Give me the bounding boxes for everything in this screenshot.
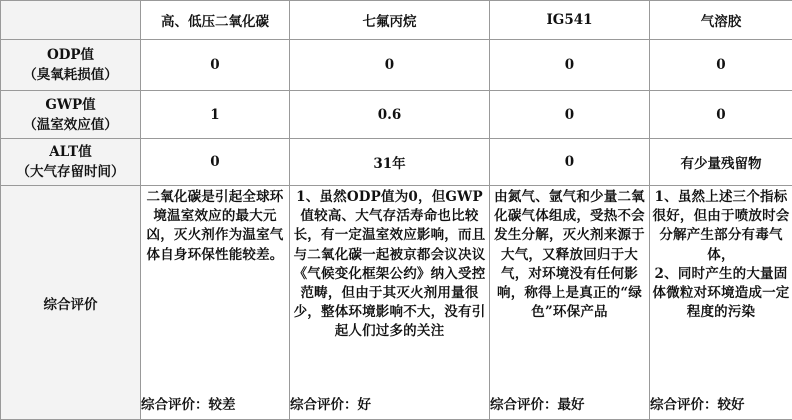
odp-value-heptafluoropropane: 0 (290, 40, 490, 91)
odp-label-desc: （臭氧耗损值） (23, 67, 118, 83)
alt-value-aerosol: 有少量残留物 (650, 139, 792, 186)
odp-label: ODP值 (46, 47, 95, 63)
evaluation-text-heptafluoropropane: 1、虽然ODP值为0，但GWP值较高、大气存活寿命也比较长，有一定温室效应影响，而且与二氧化碳一起被京都会议决议《气候变化框架公约》纳入受控范畴，但由于其灭火剂用量很少，整体环境影响不大，没有引起人们过多的关注 (293, 189, 486, 340)
gwp-value-ig541: 0 (490, 91, 650, 139)
gwp-value-heptafluoropropane: 0.6 (290, 91, 490, 139)
alt-value-heptafluoropropane: 31年 (290, 139, 490, 186)
odp-value-ig541: 0 (490, 40, 650, 91)
evaluation-ig541 (490, 186, 650, 420)
evaluation-text-ig541: 由氮气、氩气和少量二氧化碳气体组成，受热不会发生分解，灭火剂来源于大气，又释放回归于大气，对环境没有任何影响，称得上是真正的“绿色”环保产品 (494, 189, 645, 321)
gwp-label-desc: （温室效应值） (23, 116, 118, 133)
evaluation-rating-ig541 (490, 393, 585, 413)
evaluation-rating-heptafluoropropane (290, 393, 371, 413)
odp-row (1, 40, 792, 91)
evaluation-row-header: 综合评价 (1, 186, 141, 420)
alt-row (1, 139, 792, 186)
gwp-row (1, 91, 792, 139)
rating-value: 好 (357, 397, 371, 413)
evaluation-rating-co2 (141, 393, 236, 413)
evaluation-aerosol (650, 186, 792, 420)
gwp-row-header (1, 91, 141, 139)
col-header-ig541: IG541 (490, 1, 650, 40)
rating-label: 综合评价： (650, 397, 718, 413)
rating-label: 综合评价： (141, 397, 209, 413)
odp-row-header (1, 40, 141, 91)
gwp-value-co2: 1 (141, 91, 290, 139)
odp-value-co2: 0 (141, 40, 290, 91)
rating-value: 最好 (557, 397, 585, 413)
evaluation-text-co2: 二氧化碳是引起全球环境温室效应的最大元凶，灭火剂作为温室气体自身环保性能较差。 (146, 189, 284, 263)
evaluation-heptafluoropropane (290, 186, 490, 420)
rating-label: 综合评价： (490, 397, 558, 413)
col-header-heptafluoropropane: 七氟丙烷 (290, 1, 490, 40)
evaluation-rating-aerosol (650, 393, 745, 413)
evaluation-row (1, 186, 792, 420)
evaluation-text-aerosol-2: 2、同时产生的大量固体微粒对环境造成一定程度的污染 (652, 265, 790, 321)
gwp-label: GWP值 (45, 96, 96, 113)
odp-value-aerosol: 0 (650, 40, 792, 91)
col-header-aerosol: 气溶胶 (650, 1, 792, 40)
alt-label-desc: （大气存留时间） (16, 164, 125, 180)
corner-cell (1, 1, 141, 40)
alt-value-ig541: 0 (490, 139, 650, 186)
rating-label: 综合评价： (290, 397, 358, 413)
rating-value: 较好 (717, 397, 745, 413)
alt-row-header (1, 139, 141, 186)
gwp-value-aerosol: 0 (650, 91, 792, 139)
alt-label: ALT值 (49, 144, 92, 160)
header-row (1, 1, 792, 40)
rating-value: 较差 (208, 397, 236, 413)
alt-value-co2: 0 (141, 139, 290, 186)
evaluation-text-aerosol-1: 1、虽然上述三个指标很好，但由于喷放时会分解产生部分有毒气体， (652, 189, 790, 263)
evaluation-co2 (141, 186, 290, 420)
col-header-co2: 高、低压二氧化碳 (141, 1, 290, 40)
